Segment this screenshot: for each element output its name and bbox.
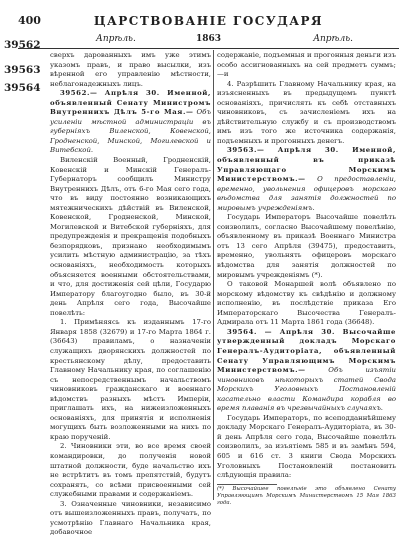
right-month: Апрѣль. — [313, 34, 353, 44]
margin-number-39563: 39563 — [4, 64, 41, 76]
decree-title: Объ усиленіи мѣстной администраціи въ губерніяхъ Виленской, Ковенской, Гродненской, Минской, Могилевской и Витебской. — [50, 108, 211, 155]
decree-2-title: О предоставленіи, временно, увольнения офицеровъ морскаго вѣдомства для занятія должностей по мировымъ учрежденіямъ. — [217, 175, 396, 212]
decree-2-heading: 39563.— Апрѣля 30. Именной, объявленный въ приказѣ Управляющаго Морскимъ Министерствомъ.— — [217, 146, 396, 184]
decree-2-heading-block — [217, 146, 396, 213]
decree-point-4: 4. Разрѣшить Главному Начальнику края, на изъясненныхъ въ предыдущемъ пунктѣ основаніяхъ, причислять къ себѣ отставныхъ чиновниковъ, съ зачисленіемъ ихъ на дѣйствительную службу и съ производствомъ имъ изъ того же источника содержанія, подъемныхъ и прогонныхъ денегъ. — [217, 79, 396, 145]
decree-3-title: Объ изъятіи чиновниковъ нѣкоторыхъ статей Свода Морскихъ Уголовныхъ Постановленій касательно власти Командира корабля во время плаванія въ чрезвычайныхъ случаяхъ. — [217, 366, 396, 413]
decree-3-heading-block — [217, 328, 396, 414]
header-rule — [18, 48, 399, 49]
column-divider — [213, 50, 214, 500]
decree-point-2: 2. Чиновники эти, во все время своей командировки, до полученія новой штатной должности, буде начальство ихъ не встрѣтитъ въ томъ препятствій, будутъ сохранять, со всѣми присвоенными сей служебными правами и содержаніемъ. — [50, 442, 211, 499]
page-number: 400 — [18, 14, 41, 27]
decree-point-1: 1. Примѣняясь къ изданнымъ 17-го Января 1858 (32679) и 17-го Марта 1864 г. (36643) правиламъ, о назначеніи служащихъ дворянскихъ должностей по крестьянскому дѣлу, предоставить Главному Начальнику края, по соглашенію съ непосредственнымъ начальствомъ чиновниковъ гражданскаго и военнаго вѣдомствъ разныхъ мѣстъ Имперіи, приглашать ихъ, на нижеизложенныхъ основаніяхъ, для принятія и исполненія могущихъ быть возложенными на нихъ по краю порученій. — [50, 318, 211, 441]
footnote-rule — [217, 484, 277, 485]
decree-heading — [50, 89, 211, 156]
continued-text-right: содержаніе, подъемныя и прогонныя деньги изъ особо ассигнованныхъ на сей предметъ суммъ;—и — [217, 51, 396, 79]
year: 1863 — [195, 34, 222, 44]
margin-number-39562: 39562 — [4, 39, 41, 51]
decree-2-body-2: О таковой Монаршей волѣ объявлено по морскому вѣдомству къ свѣдѣнію и должному исполненію, въ послѣдствіе приказа Его Императорскаго Высочества Генералъ-Адмирала отъ 11 Марта 1861 года (36648). — [217, 280, 396, 327]
page-subheader — [18, 34, 399, 46]
decree-3-heading: 39564. — Апрѣля 30. Высочайше утвержденный докладъ Морскаго Генералъ-Аудиторіата, объявленный Сенату Управляющимъ Морскимъ Министерствомъ.— — [217, 327, 396, 375]
decree-number-heading: 39562.— Апрѣля 30. Именной, объявленный Сенату Министромъ Внутреннихъ Дѣлъ 5-го Мая.— — [50, 89, 211, 117]
left-month: Апрѣль. — [96, 34, 136, 44]
decree-point-3: 3. Означенные чиновники, независимо отъ вышеизложенныхъ правъ, получатъ, по усмотрѣнію Главнаго Начальника края, добавочное — [50, 499, 211, 537]
decree-body: Виленскій Военный, Гродненскій, Ковенскій и Минскій Генералъ-Губернаторъ сообщилъ Министру Внутреннихъ Дѣлъ, отъ 6-го Мая сего года, что въ виду постоянно возникающихъ мятежническихъ дѣйствій въ Виленской, Ковенской, Гродненской, Минской, Могилевской и Витебской губерніяхъ, для предупрежденія и прекращенія подобныхъ безпорядковъ, признано необходимымъ усилить мѣстную администрацію, за тѣхъ основаніяхъ, необходимость которыхъ объясняется военными обстоятельствами, и что, для достиженія сей цѣли, Государю Императору благоугодно было, въ 30-й день Апрѣля сего года, Высочайше повелѣть: — [50, 156, 211, 317]
margin-number-39564: 39564 — [4, 82, 41, 94]
running-title: ЦАРСТВОВАНІЕ ГОСУДАРЯ — [93, 14, 324, 28]
page-header — [18, 14, 399, 30]
continued-text: сверхъ дарованныхъ имъ уже этимъ указомъ правъ, и право высылки, изъ вѣренной его управленію мѣстности, неблагонадежныхъ лицъ. — [50, 51, 211, 88]
right-column — [217, 51, 396, 508]
left-column — [50, 51, 211, 538]
decree-2-body: Государь Императоръ Высочайше повелѣть соизволилъ, согласно Высочайшему повелѣнію, объявленному въ приказѣ Военнаго Министра отъ 13 сего Апрѣля (39475), предоставить, временно, увольнять офицеровъ морскаго вѣдомства для занятія должностей по мировымъ учрежденіямъ (*). — [217, 213, 396, 279]
footnote: (*) Высочайшее повелѣніе это объявлено Сенату Управляющимъ Морскимъ Министерствомъ 15 Мая 1863 года. — [217, 485, 396, 507]
decree-3-body: Государь Императоръ, по всеподданнѣйшему докладу Морскаго Генералъ-Аудиторіата, въ 30-й день Апрѣля сего года, Высочайше повелѣть соизволилъ, за изъятіемъ 585 и въ замѣнъ 594, 605 и 616 ст. 3 книги Свода Морскихъ Уголовныхъ Постановленій постановить слѣдующія правила: — [217, 413, 396, 480]
